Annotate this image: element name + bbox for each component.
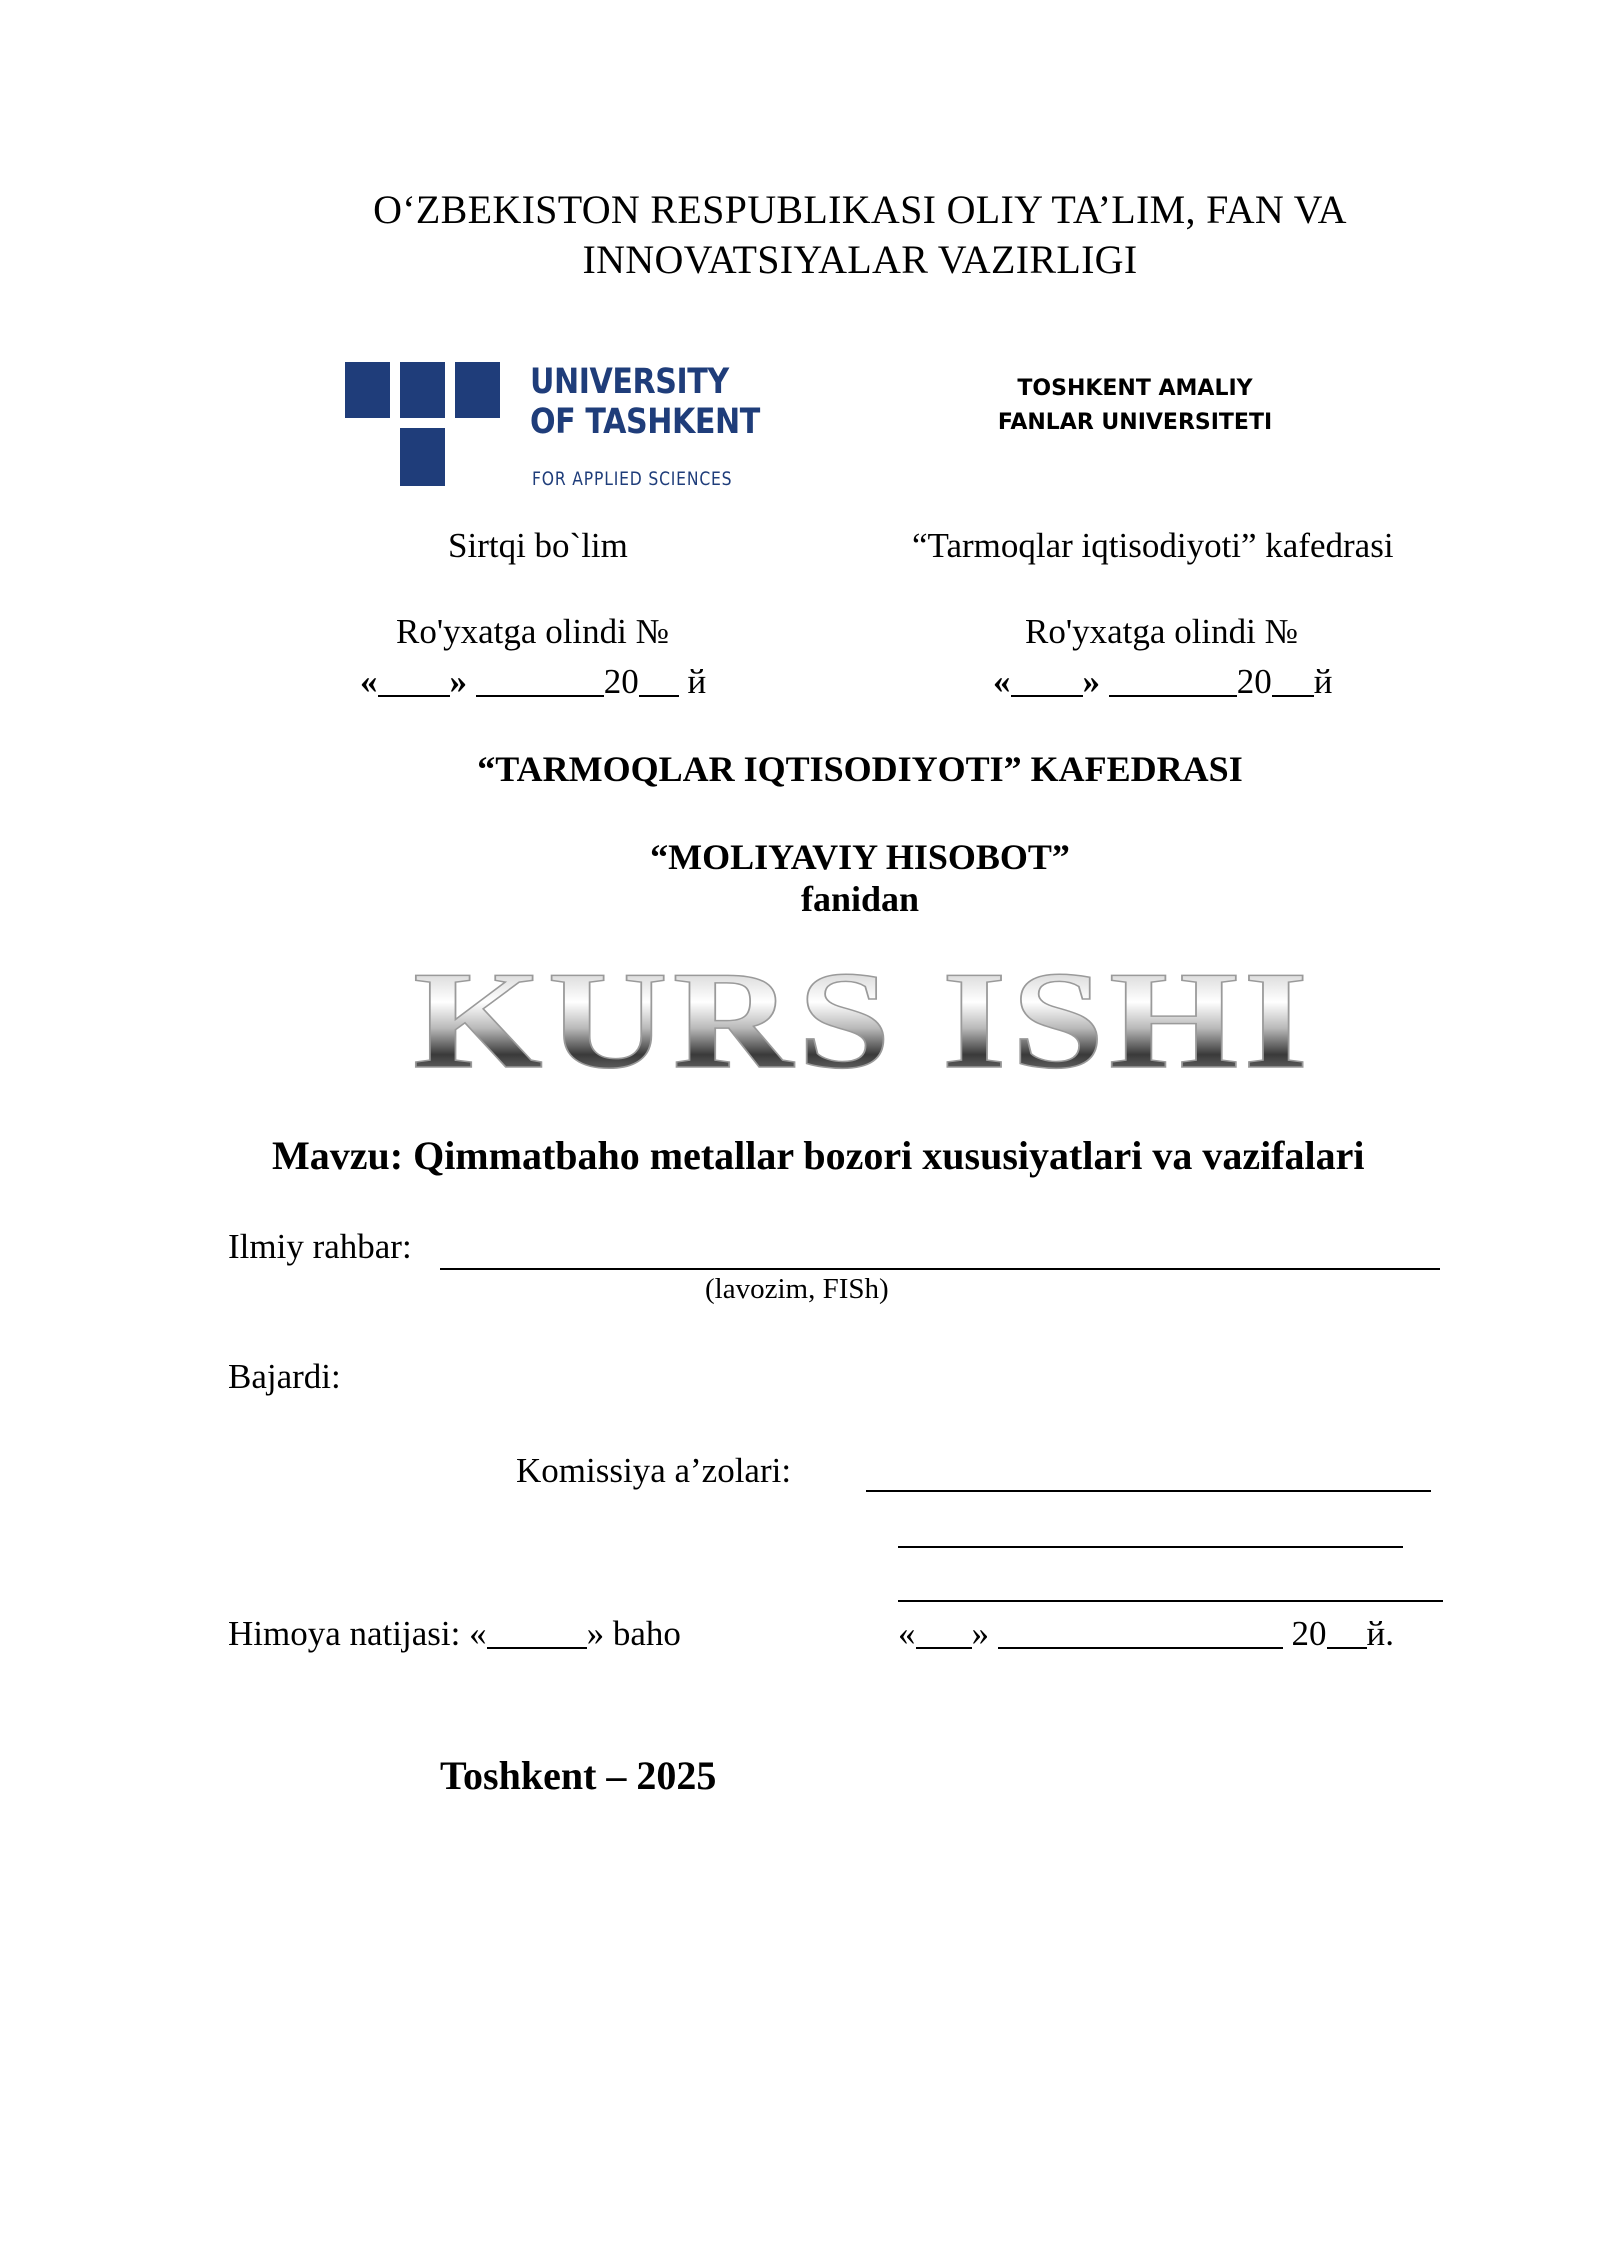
university-logo xyxy=(345,362,765,497)
blank-day xyxy=(916,1612,972,1649)
year-suffix: й xyxy=(1313,662,1333,701)
year-prefix: 20 xyxy=(1236,662,1272,701)
defense-label-after: » baho xyxy=(586,1614,681,1653)
commission-line-2 xyxy=(898,1546,1403,1548)
quote-close: » xyxy=(449,662,467,701)
supervisor-label: Ilmiy rahbar: xyxy=(228,1227,412,1266)
blank-year xyxy=(1327,1612,1367,1649)
blank-month xyxy=(1109,660,1237,697)
registration-right-label: Ro'yxatga olindi № xyxy=(1025,612,1299,651)
department-right: “Tarmoqlar iqtisodiyoti” kafedrasi xyxy=(912,526,1394,565)
topic: Mavzu: Qimmatbaho metallar bozori xususiyatlari va vazifalari xyxy=(272,1133,1365,1178)
university-name-line-1: TOSHKENT AMALIY xyxy=(1017,376,1253,401)
quote-open: « xyxy=(898,1614,916,1653)
logo-square-2 xyxy=(400,362,445,418)
registration-right-date xyxy=(993,660,1332,702)
work-type-wordart xyxy=(408,955,1318,1080)
subject-title: “MOLIYAVIY HISOBOT” xyxy=(650,837,1070,877)
ministry-header xyxy=(0,185,1600,285)
blank-month xyxy=(476,660,604,697)
defense-date xyxy=(898,1612,1394,1654)
blank-day xyxy=(1011,660,1083,697)
blank-month xyxy=(998,1612,1283,1649)
quote-open: « xyxy=(993,662,1011,701)
logo-text-line-1: UNIVERSITY xyxy=(530,362,729,402)
commission-line-3 xyxy=(898,1600,1443,1602)
ministry-line-1: O‘ZBEKISTON RESPUBLIKASI OLIY TA’LIM, FAN VA xyxy=(373,187,1347,232)
supervisor-signature-line xyxy=(440,1268,1440,1270)
defense-result xyxy=(228,1612,681,1654)
year-suffix: й. xyxy=(1366,1614,1394,1653)
quote-open: « xyxy=(360,662,378,701)
ministry-line-2: INNOVATSIYALAR VAZIRLIGI xyxy=(582,237,1138,282)
year-prefix: 20 xyxy=(603,662,639,701)
logo-square-1 xyxy=(345,362,390,418)
university-name-line-2: FANLAR UNIVERSITETI xyxy=(997,410,1273,435)
city-year: Toshkent – 2025 xyxy=(440,1753,717,1798)
subject-suffix: fanidan xyxy=(800,879,920,919)
commission-line-1 xyxy=(866,1490,1431,1492)
quote-close: » xyxy=(971,1614,989,1653)
university-name xyxy=(960,372,1310,440)
performer-label: Bajardi: xyxy=(228,1357,341,1396)
quote-close: » xyxy=(1082,662,1100,701)
supervisor-hint: (lavozim, FISh) xyxy=(705,1273,889,1305)
blank-year xyxy=(1272,660,1314,697)
logo-text-line-2: OF TASHKENT xyxy=(530,402,760,442)
year-suffix: й xyxy=(678,662,707,701)
logo-square-4 xyxy=(400,428,445,486)
logo-square-3 xyxy=(455,362,500,418)
blank-day xyxy=(378,660,450,697)
work-type-text: KURS ISHI xyxy=(413,955,1313,1080)
registration-left-label: Ro'yxatga olindi № xyxy=(396,612,670,651)
blank-grade xyxy=(487,1612,587,1649)
year-prefix: 20 xyxy=(1291,1614,1327,1653)
registration-left-date xyxy=(360,660,706,702)
logo-text-line-3: FOR APPLIED SCIENCES xyxy=(532,468,733,490)
kafedra-title: “TARMOQLAR IQTISODIYOTI” KAFEDRASI xyxy=(477,749,1243,789)
commission-label: Komissiya a’zolari: xyxy=(516,1451,792,1490)
defense-label-before: Himoya natijasi: « xyxy=(228,1614,487,1653)
blank-year xyxy=(639,660,679,697)
department-left: Sirtqi bo`lim xyxy=(448,526,628,565)
